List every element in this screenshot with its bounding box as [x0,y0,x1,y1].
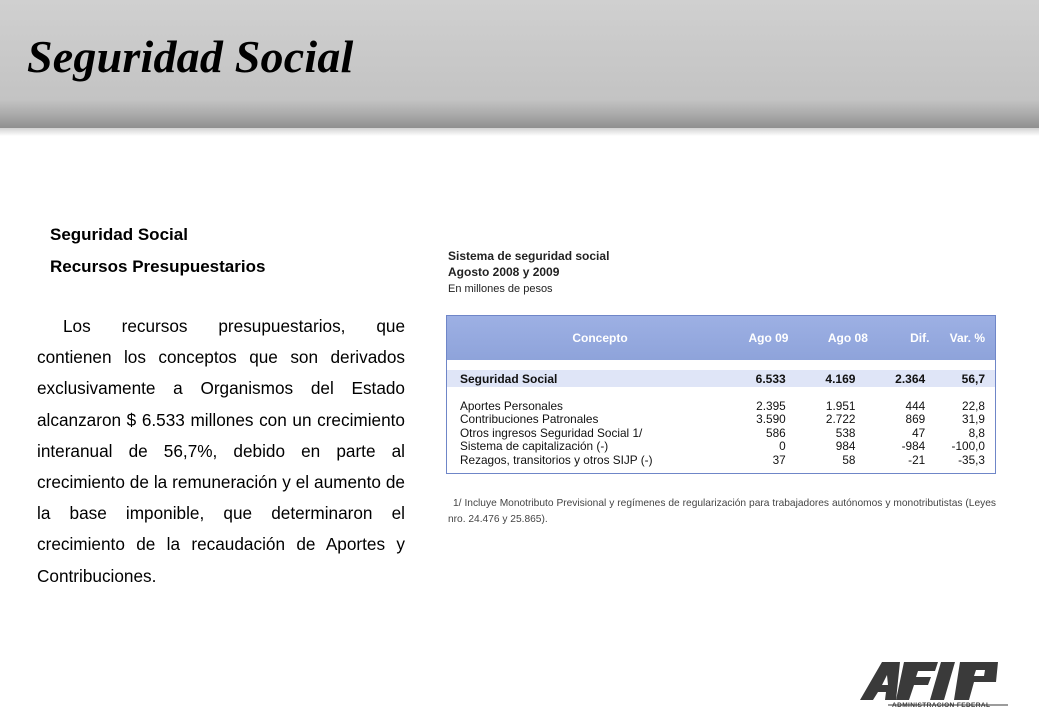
cell-dif: 869 [905,412,926,427]
table-footnote: 1/ Incluye Monotributo Previsional y regímenes de regularización para trabajadores autónomos y monotributistas (Leyes nro. 24.476 y 25.865). [448,498,996,525]
cell-ago09: 586 [766,425,786,440]
banner-shadow [0,128,1039,136]
table-row-total [447,370,995,387]
cell-var: -100,0 [951,439,985,454]
cell-dif: 47 [912,425,926,440]
cell-var: 31,9 [962,412,985,427]
cell-concept: Seguridad Social [460,371,558,386]
table-units: En millones de pesos [448,283,553,295]
cell-var: 8,8 [968,425,985,440]
section-heading: Seguridad Social [50,225,188,244]
cell-var: 22,8 [962,398,985,413]
header-ago08: Ago 08 [827,331,868,345]
cell-concept: Aportes Personales [460,398,563,413]
section-subheading: Recursos Presupuestarios [50,257,266,276]
header-var: Var. % [949,331,985,345]
cell-var: -35,3 [958,452,985,467]
cell-concept: Otros ingresos Seguridad Social 1/ [460,425,643,440]
cell-var: 56,7 [961,371,985,386]
cell-ago08: 1.951 [825,398,856,413]
cell-dif: 444 [905,398,926,413]
cell-ago08: 538 [835,425,856,440]
cell-ago09: 6.533 [755,371,786,386]
cell-dif: -21 [908,452,926,467]
table-row [447,399,995,413]
header-dif: Dif. [910,331,930,345]
table-period: Agosto 2008 y 2009 [448,265,560,279]
cell-concept: Contribuciones Patronales [460,412,599,427]
table-row [447,413,995,427]
logo-subtitle: ADMINISTRACION FEDERAL [892,702,991,709]
afip-logo [858,656,1028,714]
cell-ago09: 0 [779,439,786,454]
table-row [447,453,995,467]
table-title: Sistema de seguridad social [448,249,610,263]
cell-ago08: 984 [835,439,856,454]
header-ago09: Ago 09 [748,331,789,345]
body-paragraph: Los recursos presupuestarios, que contienen los conceptos que son derivados exclusivamente a Organismos del Estado alcanzaron $ 6.533 millones con un crecimiento interanual de 56,7%, debido en parte al crecimiento de la remuneración y el aumento de la base imponible, que determinaron el crecimiento de la recaudación de Aportes y Contribuciones. [37,316,405,586]
table-row [447,426,995,440]
cell-ago09: 37 [772,452,786,467]
title-banner [0,0,1039,128]
cell-concept: Rezagos, transitorios y otros SIJP (-) [460,452,653,467]
cell-ago08: 2.722 [825,412,856,427]
page-title: Seguridad Social [27,31,354,82]
cell-ago08: 4.169 [825,371,856,386]
cell-ago09: 2.395 [756,398,786,413]
cell-dif: -984 [901,439,926,454]
cell-ago09: 3.590 [756,412,786,427]
cell-concept: Sistema de capitalización (-) [460,439,609,454]
table-header [447,316,995,360]
table-row [447,440,995,454]
data-table [446,315,996,474]
header-concepto: Concepto [572,331,628,345]
cell-ago08: 58 [842,452,856,467]
cell-dif: 2.364 [895,371,926,386]
